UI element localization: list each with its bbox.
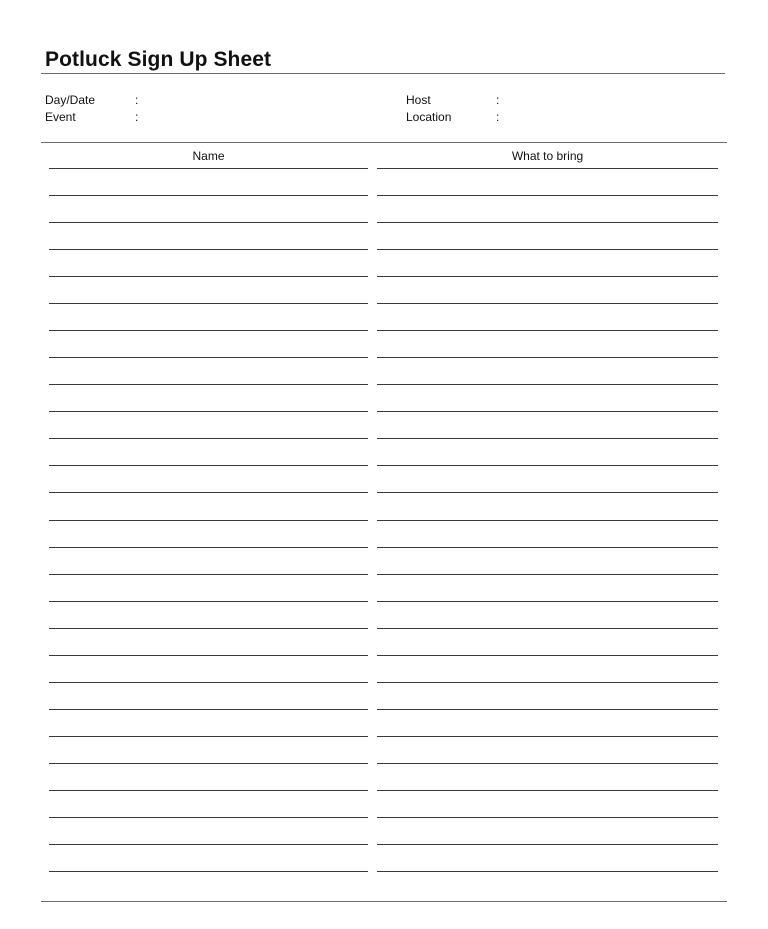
- what-to-bring-line: [377, 384, 718, 385]
- what-to-bring-line: [377, 736, 718, 737]
- location-label: Location: [406, 110, 452, 124]
- what-to-bring-line: [377, 547, 718, 548]
- what-to-bring-line: [377, 574, 718, 575]
- what-to-bring-line: [377, 168, 718, 169]
- what-to-bring-line: [377, 682, 718, 683]
- name-line: [49, 384, 368, 385]
- name-line: [49, 465, 368, 466]
- name-line: [49, 411, 368, 412]
- name-line: [49, 195, 368, 196]
- what-to-bring-line: [377, 520, 718, 521]
- what-to-bring-line: [377, 195, 718, 196]
- name-line: [49, 330, 368, 331]
- column-header-what-to-bring: What to bring: [511, 149, 584, 163]
- name-line: [49, 682, 368, 683]
- what-to-bring-line: [377, 871, 718, 872]
- what-to-bring-line: [377, 655, 718, 656]
- day-date-colon: :: [135, 93, 139, 107]
- name-line: [49, 628, 368, 629]
- event-colon: :: [135, 110, 139, 124]
- what-to-bring-line: [377, 628, 718, 629]
- what-to-bring-line: [377, 492, 718, 493]
- name-line: [49, 438, 368, 439]
- event-label: Event: [45, 110, 76, 124]
- what-to-bring-line: [377, 276, 718, 277]
- name-line: [49, 601, 368, 602]
- name-line: [49, 871, 368, 872]
- name-line: [49, 655, 368, 656]
- title-divider: [41, 73, 725, 74]
- what-to-bring-line: [377, 844, 718, 845]
- host-label: Host: [406, 93, 431, 107]
- name-line: [49, 547, 368, 548]
- what-to-bring-line: [377, 790, 718, 791]
- name-line: [49, 249, 368, 250]
- header-divider: [41, 142, 727, 143]
- name-line: [49, 817, 368, 818]
- name-line: [49, 357, 368, 358]
- name-line: [49, 709, 368, 710]
- host-colon: :: [496, 93, 500, 107]
- what-to-bring-line: [377, 763, 718, 764]
- page-title: Potluck Sign Up Sheet: [45, 48, 272, 71]
- bottom-divider: [41, 901, 727, 902]
- what-to-bring-line: [377, 357, 718, 358]
- what-to-bring-line: [377, 601, 718, 602]
- name-line: [49, 763, 368, 764]
- name-line: [49, 303, 368, 304]
- what-to-bring-line: [377, 303, 718, 304]
- what-to-bring-line: [377, 817, 718, 818]
- what-to-bring-line: [377, 330, 718, 331]
- day-date-label: Day/Date: [45, 93, 96, 107]
- what-to-bring-line: [377, 709, 718, 710]
- location-colon: :: [496, 110, 500, 124]
- name-line: [49, 790, 368, 791]
- name-line: [49, 276, 368, 277]
- column-header-name: Name: [192, 149, 225, 163]
- name-line: [49, 520, 368, 521]
- name-line: [49, 574, 368, 575]
- name-line: [49, 736, 368, 737]
- what-to-bring-line: [377, 438, 718, 439]
- name-line: [49, 168, 368, 169]
- what-to-bring-line: [377, 465, 718, 466]
- name-line: [49, 844, 368, 845]
- what-to-bring-line: [377, 249, 718, 250]
- name-line: [49, 492, 368, 493]
- name-line: [49, 222, 368, 223]
- what-to-bring-line: [377, 222, 718, 223]
- what-to-bring-line: [377, 411, 718, 412]
